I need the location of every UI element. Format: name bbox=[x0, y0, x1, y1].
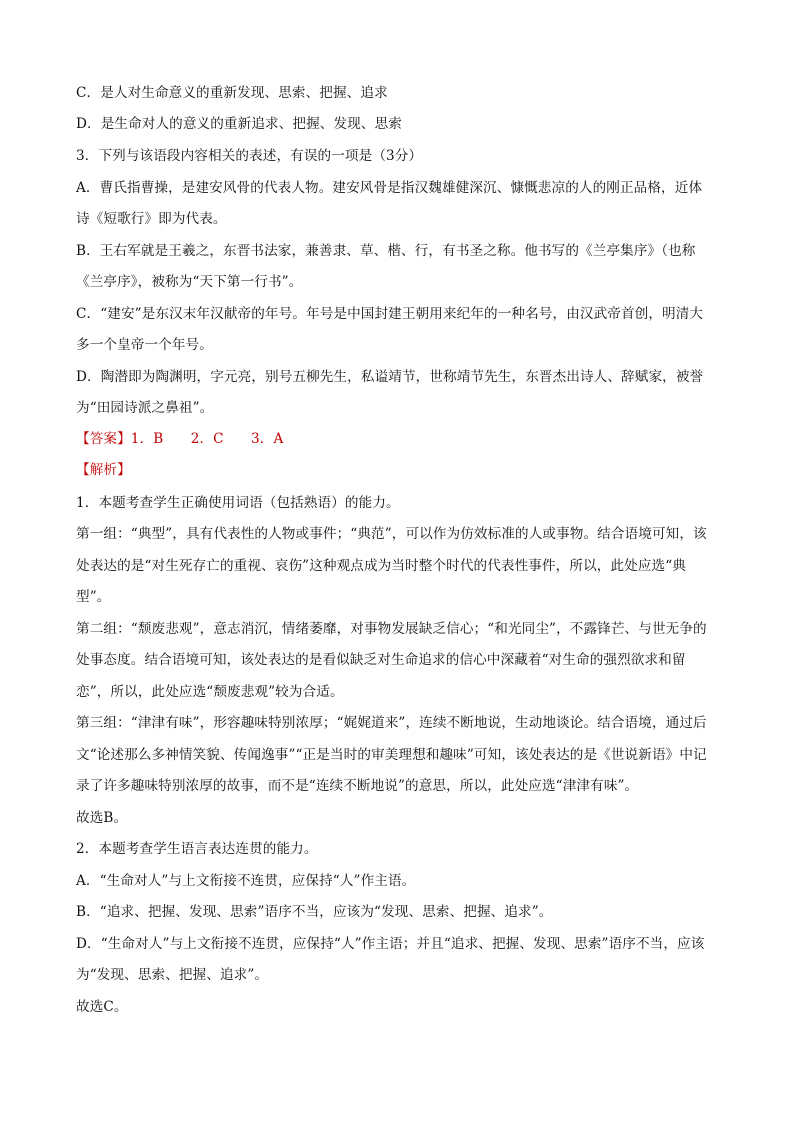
option-a-q3: A．曹氏指曹操，是建安风骨的代表人物。建安风骨是指汉魏雄健深沉、慷慨悲凉的人的刚正品格，近体 bbox=[76, 180, 703, 196]
option-b-q3: B．王右军就是王羲之，东晋书法家，兼善隶、草、楷、行，有书圣之称。他书写的《兰亭集序》（也称 bbox=[76, 243, 696, 259]
analysis-2-d-cont: 为“发现、思索、把握、追求”。 bbox=[76, 967, 269, 983]
analysis-2-choice: 故选C。 bbox=[76, 999, 128, 1015]
option-b-q3-cont: 《兰亭序》，被称为“天下第一行书”。 bbox=[76, 274, 303, 290]
analysis-1-group1: 第一组：“典型”，具有代表性的人物或事件；“典范”，可以作为仿效标准的人或事物。结合语境可知，该 bbox=[76, 526, 707, 542]
option-c-q2: C．是人对生命意义的重新发现、思索、把握、追求 bbox=[76, 85, 388, 101]
option-a-q3-cont: 诗《短歌行》即为代表。 bbox=[76, 211, 227, 227]
analysis-1-intro: 1．本题考查学生正确使用词语（包括熟语）的能力。 bbox=[76, 495, 400, 511]
question-3: 3．下列与该语段内容相关的表述，有误的一项是（3分） bbox=[76, 148, 423, 164]
option-d-q2: D．是生命对人的意义的重新追求、把握、发现、思索 bbox=[76, 116, 402, 132]
analysis-1-group3: 第三组：“津津有味”，形容趣味特别浓厚；“娓娓道来”，连续不断地说，生动地谈论。结合语境，通过后 bbox=[76, 715, 707, 731]
analysis-1-group1-cont: 处表达的是“对生死存亡的重视、哀伤”这种观点成为当时整个时代的代表性事件，所以，此处应选“典 bbox=[76, 558, 686, 574]
analysis-2-b: B．“追求、把握、发现、思索”语序不当，应该为“发现、思索、把握、追求”。 bbox=[76, 904, 553, 920]
option-d-q3: D．陶潜即为陶渊明，字元亮，别号五柳先生，私谥靖节，世称靖节先生，东晋杰出诗人、辞赋家，被誉 bbox=[76, 369, 704, 385]
analysis-2-intro: 2．本题考查学生语言表达连贯的能力。 bbox=[76, 841, 318, 857]
analysis-1-group2-end: 恋”，所以，此处应选“颓废悲观”较为合适。 bbox=[76, 684, 344, 700]
analysis-1-group3-cont: 文“论述那么多神情笑貌、传闻逸事”“正是当时的审美理想和趣味”可知，该处表达的是《世说新语》中记 bbox=[76, 747, 707, 763]
analysis-heading: 【解析】 bbox=[76, 462, 131, 478]
analysis-1-group2-cont: 处事态度。结合语境可知，该处表达的是看似缺乏对生命追求的信心中深藏着“对生命的强烈欲求和留 bbox=[76, 652, 686, 668]
option-c-q3-cont: 多一个皇帝一个年号。 bbox=[76, 337, 213, 353]
analysis-1-group1-end: 型”。 bbox=[76, 589, 111, 605]
option-d-q3-cont: 为“田园诗派之鼻祖”。 bbox=[76, 400, 214, 416]
analysis-2-d: D．“生命对人”与上文衔接不连贯，应保持“人”作主语；并且“追求、把握、发现、思索”语序不当，应该 bbox=[76, 936, 705, 952]
option-c-q3: C．“建安”是东汉末年汉献帝的年号。年号是中国封建王朝用来纪年的一种名号，由汉武帝首创，明清大 bbox=[76, 306, 704, 322]
analysis-2-a: A．“生命对人”与上文衔接不连贯，应保持“人”作主语。 bbox=[76, 873, 416, 889]
analysis-1-choice: 故选B。 bbox=[76, 810, 128, 826]
analysis-1-group3-end: 录了许多趣味特别浓厚的故事，而不是“连续不断地说”的意思，所以，此处应选“津津有味”。 bbox=[76, 778, 639, 794]
answer-line: 【答案】1．B 2．C 3．A bbox=[76, 431, 284, 447]
analysis-1-group2: 第二组：“颓废悲观”，意志消沉，情绪萎靡，对事物发展缺乏信心；“和光同尘”，不露锋芒、与世无争的 bbox=[76, 621, 707, 637]
